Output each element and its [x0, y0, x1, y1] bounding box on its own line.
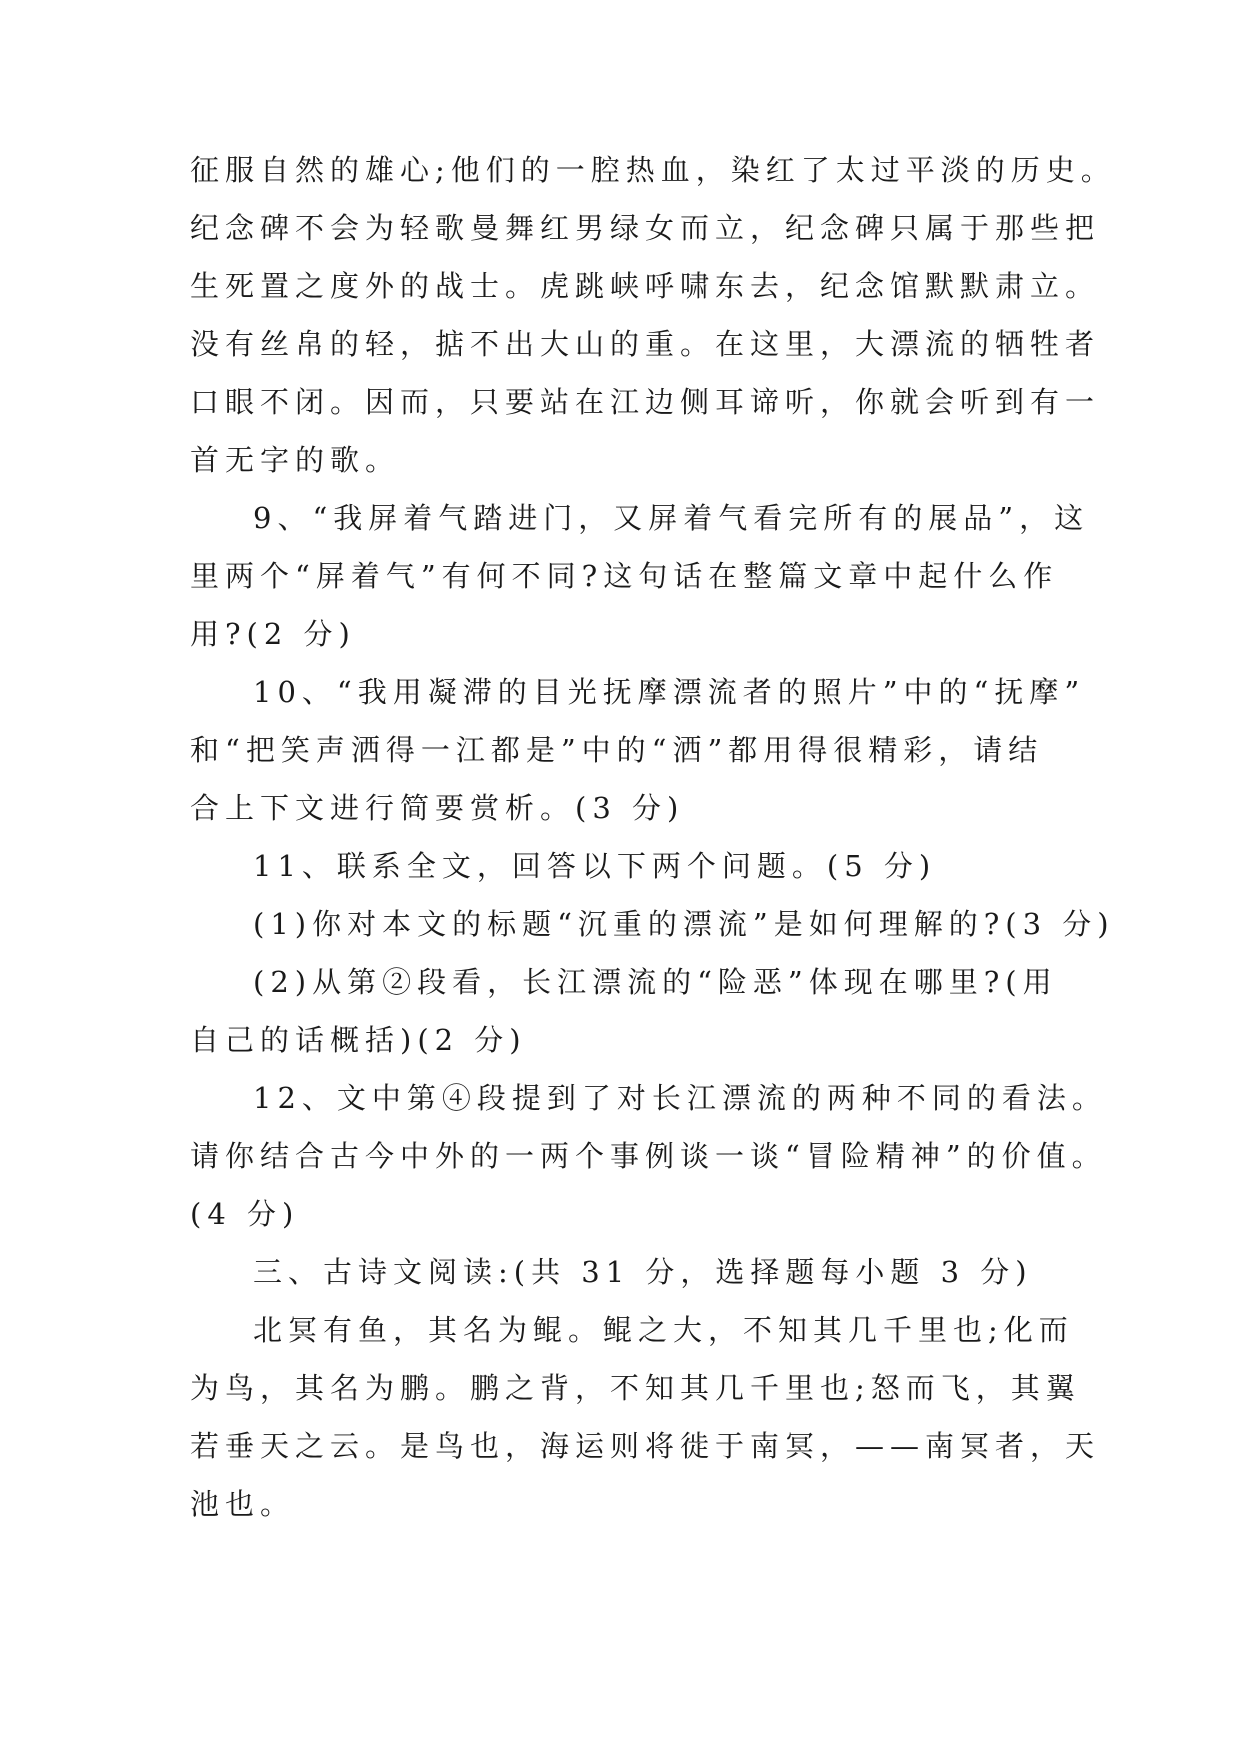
section-heading: 三、古诗文阅读:(共 31 分，选择题每小题 3 分): [253, 1255, 1033, 1289]
question-10-line: 和“把笑声洒得一江都是”中的“洒”都用得很精彩，请结: [190, 733, 1044, 767]
question-11-sub-2: (2)从第②段看，长江漂流的“险恶”体现在哪里?(用: [253, 965, 1058, 999]
classical-text-line: 若垂天之云。是鸟也，海运则将徙于南冥，——南冥者，天: [190, 1429, 1101, 1463]
classical-text-line: 北冥有鱼，其名为鲲。鲲之大，不知其几千里也;化而: [253, 1313, 1074, 1347]
question-12-line: 12、文中第④段提到了对长江漂流的两种不同的看法。: [253, 1081, 1107, 1115]
question-10-line: 合上下文进行简要赏析。(3 分): [190, 791, 685, 825]
body-text-line: 首无字的歌。: [190, 443, 401, 477]
body-text-line: 纪念碑不会为轻歌曼舞红男绿女而立，纪念碑只属于那些把: [190, 211, 1101, 245]
classical-text-line: 为鸟，其名为鹏。鹏之背，不知其几千里也;怒而飞，其翼: [190, 1371, 1081, 1405]
question-12-line: (4 分): [190, 1197, 300, 1231]
question-12-line: 请你结合古今中外的一两个事例谈一谈“冒险精神”的价值。: [190, 1139, 1107, 1173]
body-text-line: 征服自然的雄心;他们的一腔热血，染红了太过平淡的历史。: [190, 153, 1116, 187]
question-9-line: 用?(2 分): [190, 617, 356, 651]
question-9-line: 9、“我屏着气踏进门，又屏着气看完所有的展品”，这: [253, 501, 1090, 535]
question-11-sub-1: (1)你对本文的标题“沉重的漂流”是如何理解的?(3 分): [253, 907, 1115, 941]
question-9-line: 里两个“屏着气”有何不同?这句话在整篇文章中起什么作: [190, 559, 1059, 593]
question-11-sub-2: 自己的话概括)(2 分): [190, 1023, 527, 1057]
body-text-line: 没有丝帛的轻，掂不出大山的重。在这里，大漂流的牺牲者: [190, 327, 1101, 361]
question-10-line: 10、“我用凝滞的目光抚摩漂流者的照片”中的“抚摩”: [253, 675, 1086, 709]
classical-text-line: 池也。: [190, 1487, 296, 1521]
question-11-line: 11、联系全文，回答以下两个问题。(5 分): [253, 849, 937, 883]
body-text-line: 口眼不闭。因而，只要站在江边侧耳谛听，你就会听到有一: [190, 385, 1101, 419]
body-text-line: 生死置之度外的战士。虎跳峡呼啸东去，纪念馆默默肃立。: [190, 269, 1101, 303]
